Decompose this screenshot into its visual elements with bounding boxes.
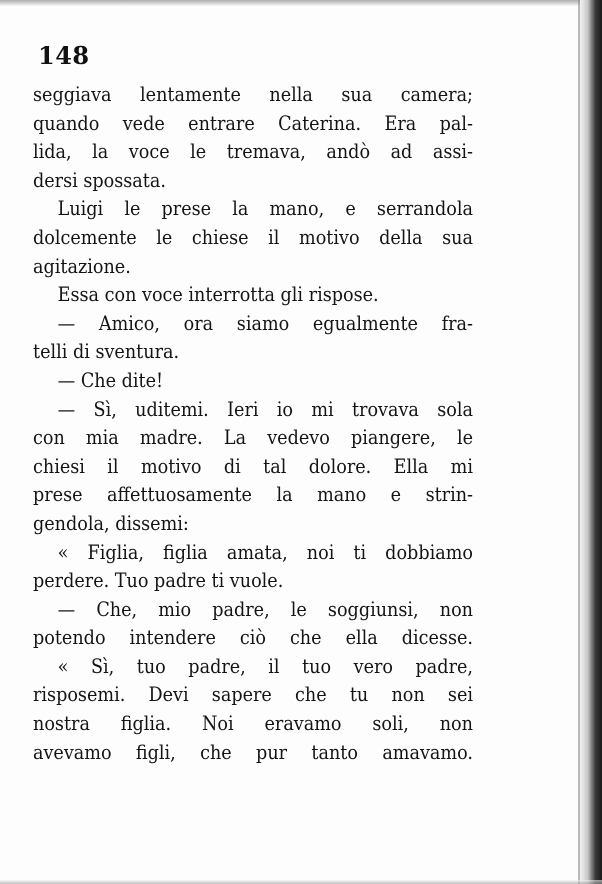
text-line: dolcemente le chiese il motivo della sua [33,224,473,249]
text-line: risposemi. Devi sapere che tu non sei [33,682,473,707]
text-line: telli di sventura. [33,339,180,364]
text-line: — Che, mio padre, le soggiunsi, non [57,596,473,621]
text-line: gendola, dissemi: [33,510,189,535]
page-top-edge [0,0,602,6]
body-text [33,80,473,766]
page-bottom-edge [0,880,602,884]
text-line: dersi spossata. [33,167,166,192]
text-line: Luigi le prese la mano, e serrandola [57,196,473,221]
text-line: quando vede entrare Caterina. Era pal- [33,110,473,135]
text-line: — Amico, ora siamo egualmente fra- [57,310,473,335]
text-line: « Figlia, figlia amata, noi ti dobbiamo [57,539,473,564]
text-line: agitazione. [33,253,131,278]
text-line: Essa con voce interrotta gli rispose. [57,282,379,307]
text-line: seggiava lentamente nella sua camera; [33,82,473,106]
text-line: con mia madre. La vedevo piangere, le [33,425,473,450]
text-line: potendo intendere ciò che ella dicesse. [33,625,473,650]
text-line: — Che dite! [57,367,164,392]
book-spine-edge [580,0,602,884]
text-line: perdere. Tuo padre ti vuole. [33,568,284,593]
text-line: « Sì, tuo padre, il tuo vero padre, [57,653,473,678]
text-line: nostra figlia. Noi eravamo soli, non [33,711,473,736]
text-line: — Sì, uditemi. Ieri io mi trovava sola [57,396,473,421]
text-line: prese affettuosamente la mano e strin- [33,482,473,507]
text-line: avevamo figli, che pur tanto amavamo. [33,739,473,764]
text-line: lida, la voce le tremava, andò ad assi- [33,139,473,164]
page-number: 148 [38,41,90,70]
text-line: chiesi il motivo di tal dolore. Ella mi [33,453,473,478]
